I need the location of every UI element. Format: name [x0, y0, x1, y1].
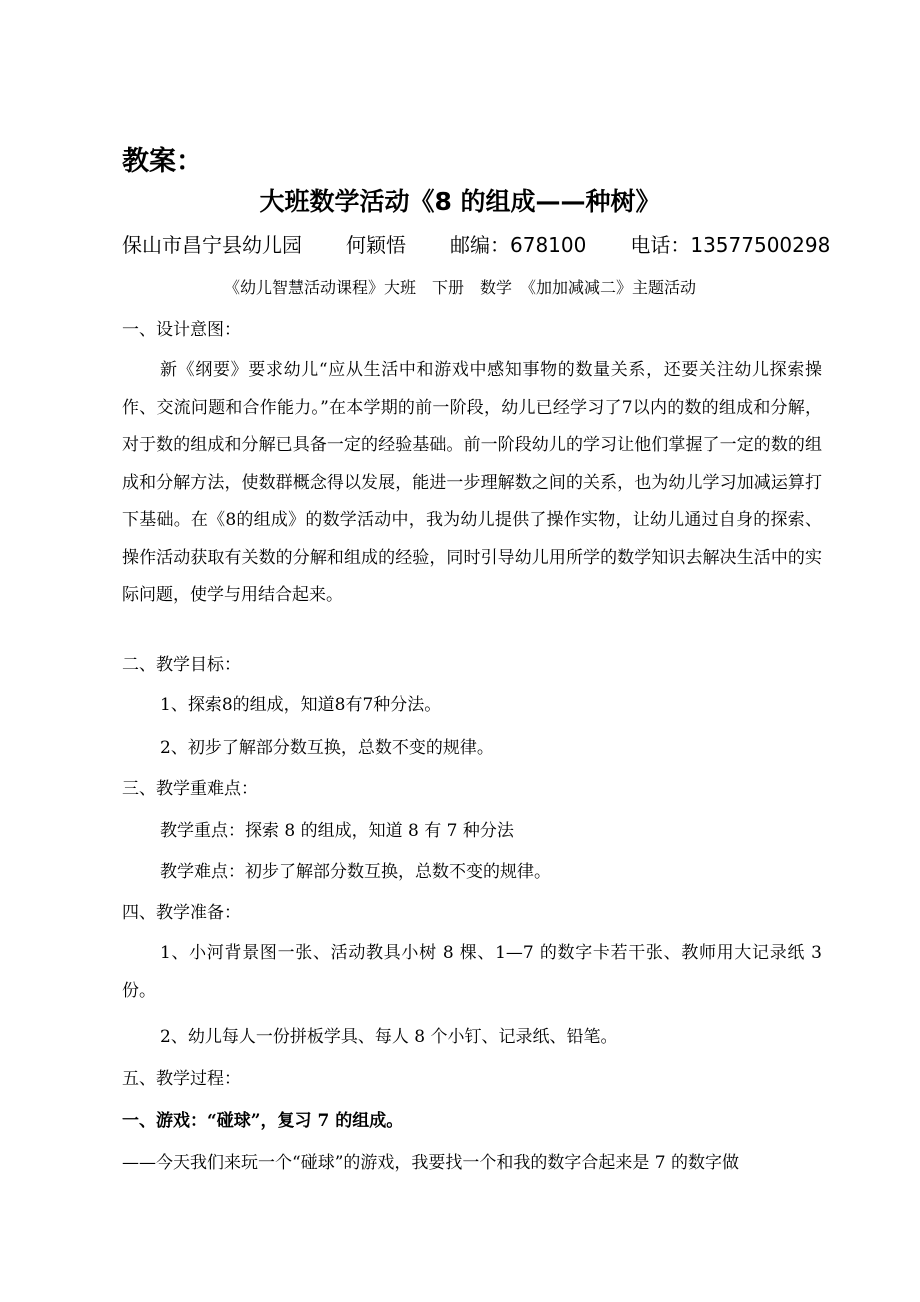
author-name: 何颖悟 [346, 233, 406, 257]
process-step-1-text: ——今天我们来玩一个“碰球”的游戏，我要找一个和我的数字合起来是 7 的数字做 [122, 1153, 740, 1173]
goal-item-1: 1、探索8的组成，知道8有7种分法。 [160, 695, 442, 715]
section-heading-design: 一、设计意图： [122, 320, 241, 340]
section-heading-preparation: 四、教学准备： [122, 903, 241, 923]
section-heading-process: 五、教学过程： [122, 1069, 241, 1089]
section-heading-goals: 二、教学目标： [122, 655, 241, 675]
preparation-item-1: 1、小河背景图一张、活动教具小树 8 棵、1—7 的数字卡若干张、教师用大记录纸 3 份。 [122, 943, 822, 1001]
section-heading-key-points: 三、教学重难点： [122, 779, 258, 799]
document-title: 大班数学活动《8 的组成——种树》 [259, 187, 661, 216]
author-school: 保山市昌宁县幼儿园 [122, 233, 302, 257]
difficulty-text: 教学难点：初步了解部分数互换，总数不变的规律。 [160, 862, 551, 882]
preparation-item-2: 2、幼儿每人一份拼板学具、每人 8 个小钉、记录纸、铅笔。 [160, 1027, 618, 1047]
goal-item-2: 2、初步了解部分数互换，总数不变的规律。 [160, 738, 494, 758]
author-phone: 电话：13577500298 [630, 233, 831, 257]
course-info: 《幼儿智慧活动课程》大班 下册 数学 《加加减减二》主题活动 [223, 278, 696, 297]
document-label: 教案： [122, 146, 203, 177]
author-info [122, 232, 830, 258]
process-step-1-heading: 一、游戏：“碰球”，复习 7 的组成。 [122, 1111, 404, 1131]
key-point-text: 教学重点：探索 8 的组成，知道 8 有 7 种分法 [160, 821, 514, 841]
author-postcode: 邮编：678100 [450, 233, 587, 257]
design-intent-paragraph: 新《纲要》要求幼儿“应从生活中和游戏中感知事物的数量关系，还要关注幼儿探索操作、交流问题和合作能力。”在本学期的前一阶段，幼儿已经学习了7以内的数的组成和分解，对于数的组成和分解已具备一定的经验基础。前一阶段幼儿的学习让他们掌握了一定的数的组成和分解方法，使数群概念得以发展，能进一步理解数之间的关系，也为幼儿学习加减运算打下基础。在《8的组成》的数学活动中，我为幼儿提供了操作实物，让幼儿通过自身的探索、操作活动获取有关数的分解和组成的经验，同时引导幼儿用所学的数学知识去解决生活中的实际问题，使学与用结合起来。 [122, 360, 822, 605]
